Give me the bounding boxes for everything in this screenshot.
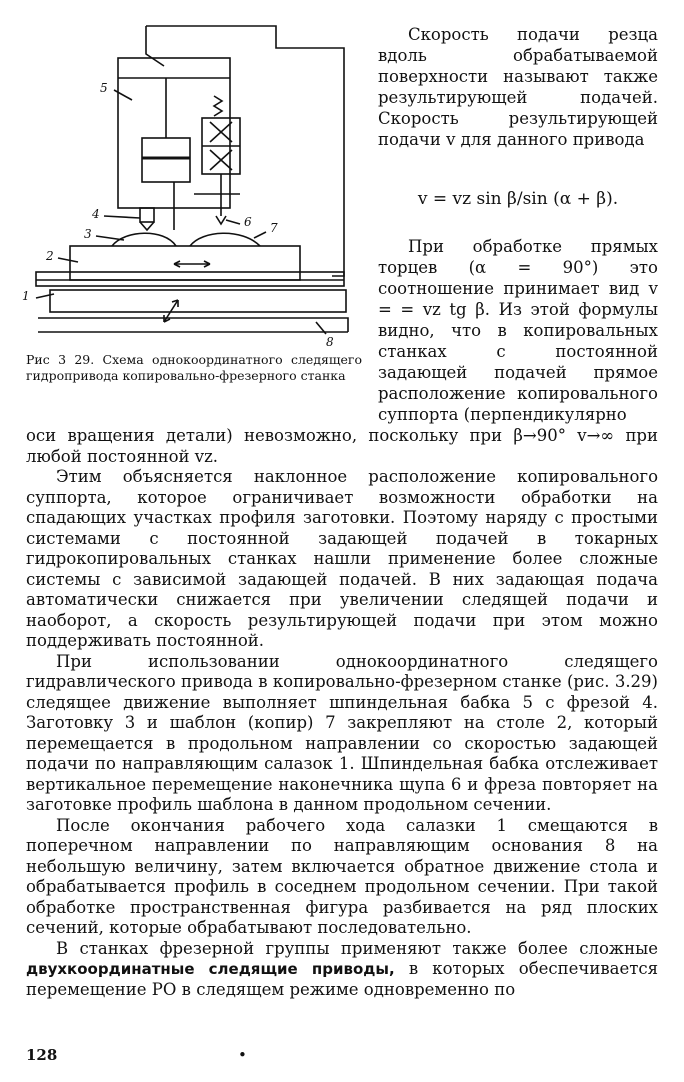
label-7: 7 xyxy=(270,221,278,235)
p4-end: в которых обеспечивается перемещение РО в следящем режиме одновременно по xyxy=(26,959,658,999)
page-number: 128 xyxy=(26,1046,58,1064)
p4-bold-term: двухкоординатные следящие приводы, xyxy=(26,960,395,978)
figure-3-29 xyxy=(14,18,360,348)
label-1: 1 xyxy=(22,289,30,303)
paragraph-2: При использовании однокоординатного следящего гидравлического привода в копировально-фрезерном станке (рис. 3.29) следящее движение выполняет шпиндельная бабка 5 с фрезой 4. Заготовку 3 и шаблон (копир) 7 закрепляют на столе 2, который перемещается в продольном направлении со скоростью задающей подачи по направляющим салазок 1. Шпиндельная бабка отслеживает вертикальное перемещение наконечника щупа 6 и фреза повторяет на заготовке профиль шаблона в данном продольном сечении. xyxy=(26,651,658,814)
page-mark: • xyxy=(238,1046,247,1064)
right-column-paragraph-1 xyxy=(378,24,658,150)
body-text xyxy=(26,426,658,1000)
p4-start: В станках фрезерной группы применяют также более сложные xyxy=(56,938,658,958)
paragraph: При обработке прямых торцев (α = 90°) это соотношение принимает вид v = = vz tg β. Из этой формулы видно, что в копировальных станках с постоянной задающей подачей прямое расположение копировального суппорта (перпендикулярно xyxy=(378,237,658,424)
continuation-paragraph: оси вращения детали) невозможно, поскольку при β→90° v→∞ при любой постоянной vz. xyxy=(26,426,658,466)
paragraph: Скорость подачи резца вдоль обрабатываемой поверхности называют также результирующей подачей. Скорость результирующей подачи v для данного привода xyxy=(378,25,658,149)
label-8: 8 xyxy=(326,335,334,348)
paragraph-1: Этим объясняется наклонное расположение копировального суппорта, которое ограничивает возможности обработки на спадающих участках профиля заготовки. Поэтому наряду с простыми системами с постоянной задающей подачей в токарных гидрокопировальных станках нашли применение более сложные системы с зависимой задающей подачей. В них задающая подача автоматически снижается при увеличении следящей подачи и наоборот, а скорость результирующей подачи при этом можно поддерживать постоянной. xyxy=(26,467,658,650)
label-6: 6 xyxy=(244,215,252,229)
milling-machine-diagram xyxy=(14,18,360,348)
paragraph-3: После окончания рабочего хода салазки 1 смещаются в поперечном направлении по направляющим основания 8 на небольшую величину, затем включается обратное движение стола и обрабатывается профиль в соседнем продольном сечении. При такой обработке пространственная фигура разбивается на ряд плоских сечений, которые обрабатывают последовательно. xyxy=(26,815,658,937)
label-5: 5 xyxy=(100,81,108,95)
figure-caption: Рис 3 29. Схема однокоординатного следящего гидропривода копировально-фрезерного станка xyxy=(26,352,362,383)
label-3: 3 xyxy=(84,227,92,241)
label-4: 4 xyxy=(92,207,100,221)
formula: v = vz sin β/sin (α + β). xyxy=(417,189,619,209)
paragraph-4 xyxy=(26,939,658,1001)
label-2: 2 xyxy=(46,249,54,263)
right-column-paragraph-2 xyxy=(378,236,658,425)
